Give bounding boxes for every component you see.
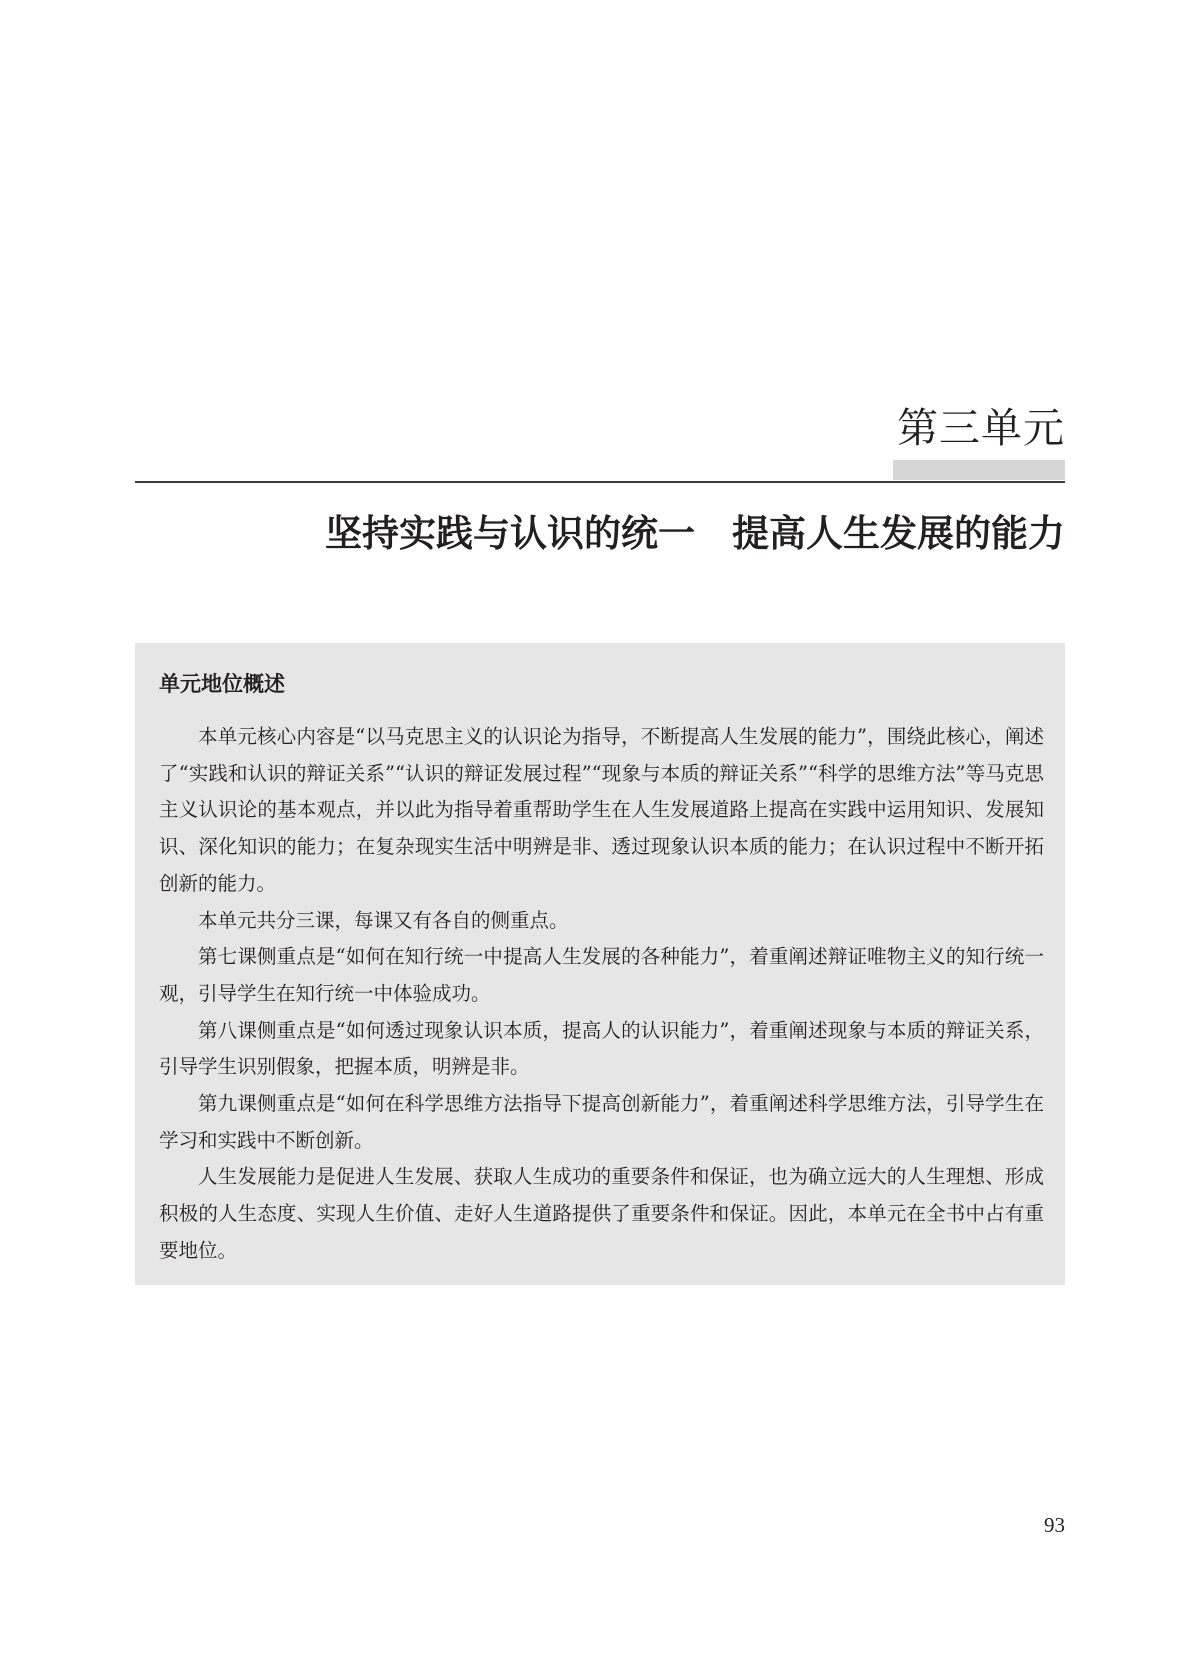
overview-paragraph: 本单元核心内容是“以马克思主义的认识论为指导，不断提高人生发展的能力”，围绕此核心，阐述了“实践和认识的辩证关系”“认识的辩证发展过程”“现象与本质的辩证关系”“科学的思维方法”等马克思主义认识论的基本观点，并以此为指导着重帮助学生在人生发展道路上提高在实践中运用知识、发展知识、深化知识的能力；在复杂现实生活中明辨是非、透过现象认识本质的能力；在认识过程中不断开拓创新的能力。 [159,725,1044,895]
overview-paragraph: 第七课侧重点是“如何在知行统一中提高人生发展的各种能力”，着重阐述辩证唯物主义的知行统一观，引导学生在知行统一中体验成功。 [159,945,1044,1005]
page-number: 93 [1044,1513,1065,1537]
overview-paragraph: 第九课侧重点是“如何在科学思维方法指导下提高创新能力”，着重阐述科学思维方法，引导学生在学习和实践中不断创新。 [159,1092,1044,1152]
unit-label-bar [893,460,1065,480]
overview-heading: 单元地位概述 [159,672,285,696]
overview-paragraph: 本单元共分三课，每课又有各自的侧重点。 [198,908,569,932]
overview-paragraph: 第八课侧重点是“如何透过现象认识本质，提高人的认识能力”，着重阐述现象与本质的辩证关系，引导学生识别假象，把握本质，明辨是非。 [159,1018,1044,1079]
overview-box [135,643,1065,1285]
unit-title: 坚持实践与认识的统一 提高人生发展的能力 [325,511,1065,555]
overview-body [159,719,1044,1270]
title-divider [135,481,1065,483]
overview-paragraph: 人生发展能力是促进人生发展、获取人生成功的重要条件和保证，也为确立远大的人生理想、形成积极的人生态度、实现人生价值、走好人生道路提供了重要条件和保证。因此，本单元在全书中占有重要地位。 [159,1165,1044,1262]
unit-label: 第三单元 [897,404,1065,452]
